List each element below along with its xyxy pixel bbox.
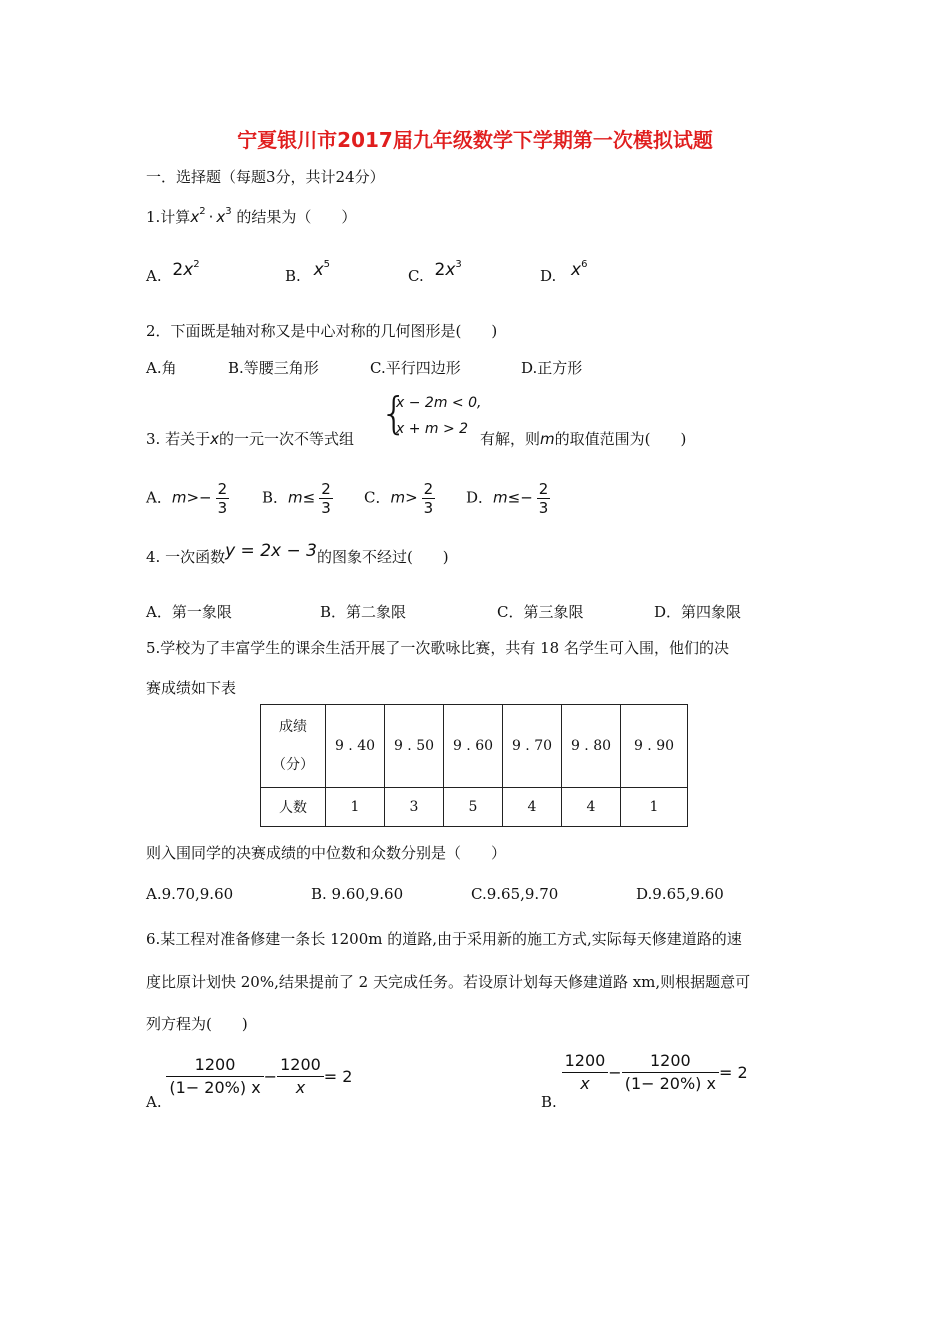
q1-option-a-coef: 2 (172, 260, 184, 280)
q1-option-b-label: B. (285, 267, 301, 285)
q6-a-operator: − (263, 1067, 278, 1086)
q1-option-b-var: x (313, 260, 324, 280)
q5-option-a: A.9.70,9.60 (146, 885, 234, 903)
q3-option-c (364, 480, 435, 517)
question-5-prompt: 则入围同学的决赛成绩的中位数和众数分别是（ ） (146, 844, 507, 862)
q3-option-b (262, 480, 333, 517)
q4-option-d: D．第四象限 (654, 603, 742, 621)
header-unit-label: （分） (272, 757, 314, 773)
q1-option-d-label: D. (540, 267, 557, 285)
q6-b-denominator-2: (1− 20%) x (624, 1074, 716, 1093)
q4-suffix: 的图象不经过( ) (316, 548, 449, 566)
q3-option-d-num: 2 (538, 480, 549, 498)
table-header-cell (261, 705, 326, 788)
q6-option-a (146, 1054, 353, 1111)
brace-icon: { (380, 388, 408, 439)
table-row-label: 人数 (261, 788, 326, 827)
table-row (261, 788, 688, 827)
q1-option-c-var: x (445, 260, 456, 280)
q3-option-d (466, 480, 550, 517)
q1-option-a (146, 259, 200, 286)
q3-option-d-den: 3 (538, 499, 549, 517)
q3-inequality-1: x − 2m < 0, (396, 395, 482, 411)
q4-prefix: 4. 一次函数 (146, 548, 226, 566)
q3-option-b-den: 3 (321, 499, 331, 517)
q1-option-c-exp: 3 (455, 259, 462, 270)
q3-option-a-label: A． (146, 488, 172, 507)
table-cell: 3 (385, 788, 444, 827)
q6-a-rhs: = 2 (323, 1067, 353, 1086)
page-title: 宁夏银川市2017届九年级数学下学期第一次模拟试题 (237, 128, 713, 152)
table-cell: 4 (503, 788, 562, 827)
q6-b-denominator-1: x (580, 1074, 590, 1093)
q5-option-b: B. 9.60,9.60 (311, 885, 404, 903)
q6-option-b-frac-2 (622, 1050, 719, 1095)
q6-b-operator: − (608, 1063, 622, 1082)
q6-option-b (541, 1050, 748, 1111)
q6-option-b-frac-1 (562, 1050, 609, 1095)
question-3 (146, 428, 354, 449)
q3-prefix: 3. 若关于 (146, 430, 211, 448)
q6-b-rhs: = 2 (718, 1063, 748, 1082)
q1-exp-b: 3 (225, 206, 232, 217)
q2-option-b: B.等腰三角形 (228, 359, 319, 377)
q1-prefix: 1.计算 (146, 208, 191, 226)
q2-option-d: D.正方形 (521, 359, 583, 377)
q4-option-b: B．第二象限 (320, 603, 407, 621)
q1-option-c-label: C. (408, 267, 424, 285)
q6-option-a-label: A. (146, 1092, 162, 1111)
q1-option-a-label: A. (146, 267, 162, 285)
q4-function: y = 2x − 3 (225, 541, 317, 561)
question-6-line-2: 度比原计划快 20%,结果提前了 2 天完成任务。若设原计划每天修建道路 xm,则根据题意可 (146, 973, 751, 991)
q1-exp-a: 2 (199, 206, 206, 217)
table-cell: 9 . 40 (326, 705, 385, 788)
q3-var-m: m (540, 430, 555, 448)
q3-option-c-den: 3 (423, 499, 434, 517)
table-cell: 4 (562, 788, 621, 827)
q4-option-a: A．第一象限 (146, 603, 232, 621)
q3-var-x: x (210, 430, 219, 448)
q1-option-b-exp: 5 (323, 259, 331, 270)
q3-option-c-num: 2 (423, 480, 434, 498)
question-5-line-2: 赛成绩如下表 (146, 679, 237, 697)
q3-mid: 的一元一次不等式组 (218, 430, 354, 448)
q3-option-b-num: 2 (321, 480, 331, 498)
q3-suffix (480, 428, 686, 449)
question-5-line-1: 5.学校为了丰富学生的课余生活开展了一次歌咏比赛，共有 18 名学生可入围，他们的决 (146, 639, 729, 657)
section-heading: 一．选择题（每题3分，共计24分） (146, 168, 385, 186)
table-row (261, 705, 688, 788)
q2-option-a: A.角 (146, 359, 177, 377)
q6-option-a-frac-1 (166, 1054, 263, 1099)
q6-a-denominator-1: (1− 20%) x (169, 1078, 261, 1097)
q1-option-c-coef: 2 (434, 260, 446, 280)
q2-option-c: C.平行四边形 (370, 359, 461, 377)
q1-base-a: x (190, 208, 200, 226)
q1-option-a-var: x (183, 260, 194, 280)
q1-option-a-exp: 2 (193, 259, 200, 270)
q1-option-c (408, 259, 462, 286)
table-cell: 9 . 90 (621, 705, 688, 788)
q1-option-d-exp: 6 (581, 259, 588, 270)
question-4 (146, 541, 449, 567)
scores-table (260, 704, 688, 827)
q3-option-c-rel: m> (390, 488, 418, 507)
table-cell: 1 (621, 788, 688, 827)
q1-option-b (285, 259, 331, 286)
q3-option-b-frac (319, 480, 333, 517)
question-6-line-3: 列方程为( ) (146, 1015, 248, 1033)
q3-option-a-den: 3 (217, 499, 228, 517)
question-2: 2．下面既是轴对称又是中心对称的几何图形是( ) (146, 322, 498, 340)
table-cell: 1 (326, 788, 385, 827)
q1-base-b: x (216, 208, 226, 226)
table-cell: 9 . 50 (385, 705, 444, 788)
q3-inequality-2: x + m > 2 (396, 421, 469, 437)
q5-option-c: C.9.65,9.70 (471, 885, 559, 903)
q1-dot: · (208, 208, 214, 226)
table-cell: 9 . 60 (444, 705, 503, 788)
q3-option-b-rel: m≤ (288, 488, 316, 507)
table-cell: 9 . 80 (562, 705, 621, 788)
q6-a-denominator-2: x (295, 1078, 306, 1097)
question-1 (146, 206, 356, 227)
q3-option-d-rel: m≤− (493, 488, 533, 507)
q3-option-c-frac (422, 480, 436, 517)
q6-b-numerator-2: 1200 (622, 1050, 719, 1073)
q3-option-d-label: D． (466, 488, 494, 507)
q3-option-d-frac (537, 480, 551, 517)
q3-suffix-b: 的取值范围为( ) (554, 430, 687, 448)
q6-a-numerator-2: 1200 (277, 1054, 324, 1077)
q1-option-d-var: x (571, 260, 582, 280)
q3-option-a-rel: m>− (171, 488, 212, 507)
q5-option-d: D.9.65,9.60 (636, 885, 724, 903)
q3-option-a-frac (216, 480, 230, 517)
q4-option-c: C．第三象限 (497, 603, 584, 621)
q1-option-d (540, 259, 588, 286)
q6-option-a-frac-2 (277, 1054, 324, 1099)
table-cell: 5 (444, 788, 503, 827)
q6-option-b-label: B. (541, 1092, 557, 1111)
q3-option-c-label: C． (364, 488, 391, 507)
q6-a-numerator-1: 1200 (166, 1054, 263, 1077)
q1-suffix: 的结果为（ ） (236, 208, 357, 226)
header-score-label: 成绩 (279, 719, 307, 735)
q3-option-b-label: B． (262, 488, 289, 507)
table-cell: 9 . 70 (503, 705, 562, 788)
q3-suffix-a: 有解，则 (480, 430, 541, 448)
q3-option-a-num: 2 (217, 480, 228, 498)
q3-option-a (146, 480, 229, 517)
q6-b-numerator-1: 1200 (562, 1050, 609, 1073)
question-6-line-1: 6.某工程对准备修建一条长 1200m 的道路,由于采用新的施工方式,实际每天修建道路的速 (146, 930, 742, 948)
